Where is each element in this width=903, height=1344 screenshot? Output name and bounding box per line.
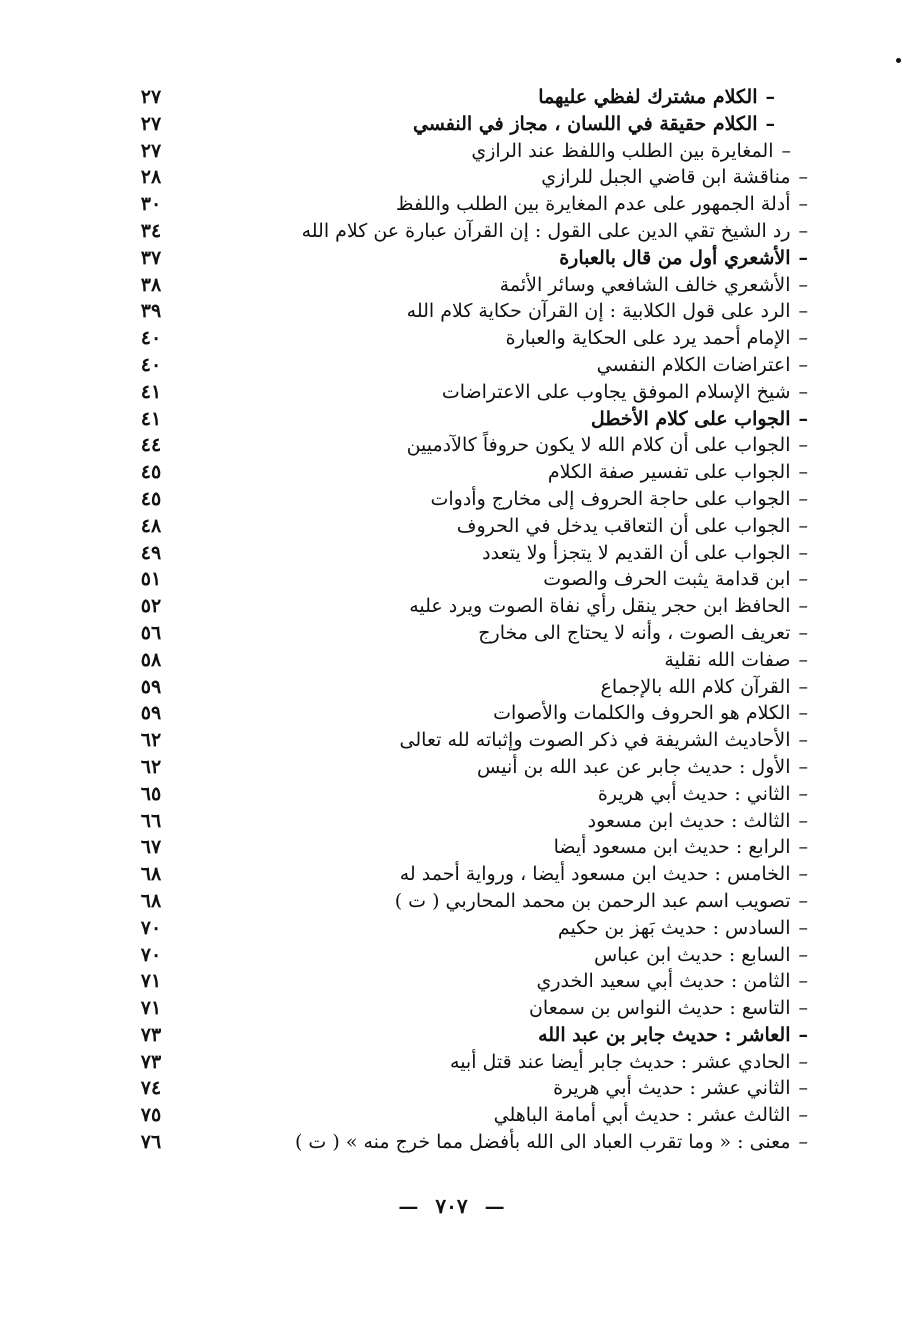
toc-entry-dash: – xyxy=(798,836,808,859)
toc-entry-title xyxy=(407,298,808,325)
toc-entry-dash: – xyxy=(798,434,808,457)
toc-entry-title xyxy=(471,138,791,165)
toc-entry xyxy=(0,647,903,674)
toc-entry-dash: – xyxy=(798,219,808,242)
toc-entry-title xyxy=(588,808,808,835)
toc-entry xyxy=(0,808,903,835)
toc-entry-title xyxy=(664,647,808,674)
toc-entry-dash: – xyxy=(798,461,808,484)
toc-entry-title-text: الجواب على كلام الأخطل xyxy=(590,407,791,430)
toc-entry-title-text: الجواب على أن كلام الله لا يكون حروفاً كالآدميين xyxy=(406,434,791,457)
toc-entry-title xyxy=(559,245,808,272)
toc-entry xyxy=(0,834,903,861)
toc-entry-page-number: ٥١ xyxy=(140,568,162,591)
toc-entry-page-number: ٥٨ xyxy=(140,648,162,671)
toc-entry xyxy=(0,674,903,701)
toc-entry-page-number: ٧٥ xyxy=(140,1104,162,1127)
toc-entry-title-text: الكلام حقيقة في اللسان ، مجاز في النفسي xyxy=(413,112,758,135)
toc-entry-title xyxy=(493,700,808,727)
toc-entry-page-number: ٤٠ xyxy=(140,327,162,350)
toc-entry-title xyxy=(400,727,808,754)
toc-entry-page-number: ٦٢ xyxy=(140,755,162,778)
toc-entry xyxy=(0,566,903,593)
toc-entry xyxy=(0,1129,903,1156)
toc-entry-title-text: الإمام أحمد يرد على الحكاية والعبارة xyxy=(505,327,791,350)
toc-entry xyxy=(0,1075,903,1102)
toc-entry xyxy=(0,781,903,808)
toc-entry-title-text: الجواب على حاجة الحروف إلى مخارج وأدوات xyxy=(430,487,791,510)
toc-entry-title xyxy=(407,432,808,459)
toc-entry-title-text: معنى : « وما تقرب العباد الى الله بأفضل مما خرج منه » ( ت ) xyxy=(294,1131,791,1154)
toc-entry xyxy=(0,138,903,165)
toc-entry-page-number: ٣٨ xyxy=(140,273,162,296)
toc-entry-page-number: ٥٦ xyxy=(140,621,162,644)
toc-entry-page-number: ٣٠ xyxy=(140,193,162,216)
toc-entry-page-number: ٤٨ xyxy=(140,514,162,537)
toc-entry-dash: – xyxy=(798,997,808,1020)
toc-entry-title xyxy=(591,406,808,433)
toc-entry-title xyxy=(431,486,809,513)
toc-entry-title xyxy=(482,540,808,567)
toc-entry-title xyxy=(541,164,808,191)
toc-entry xyxy=(0,968,903,995)
toc-entry-dash: – xyxy=(765,86,775,108)
toc-entry-dash: – xyxy=(798,1050,808,1073)
toc-entry-page-number: ٢٨ xyxy=(140,166,162,189)
toc-entry-dash: – xyxy=(798,1104,808,1127)
toc-entry-title-text: الأول : حديث جابر عن عبد الله بن أنيس xyxy=(477,755,791,778)
toc-entry-title xyxy=(506,325,808,352)
toc-entry-title xyxy=(538,1022,808,1049)
toc-entry xyxy=(0,272,903,299)
toc-entry xyxy=(0,620,903,647)
toc-entry-page-number: ٢٧ xyxy=(140,112,162,135)
toc-entry-dash: – xyxy=(798,541,808,564)
toc-entry-title xyxy=(295,1129,808,1156)
toc-entry-page-number: ٧٣ xyxy=(140,1050,162,1073)
toc-entry-title xyxy=(538,84,775,111)
toc-entry-page-number: ٣٩ xyxy=(140,300,162,323)
toc-entry-title-text: الخامس : حديث ابن مسعود أيضا ، ورواية أحمد له xyxy=(399,863,791,886)
toc-entry-dash: – xyxy=(798,273,808,296)
toc-entry-title xyxy=(442,379,808,406)
toc-entry-title-text: أدلة الجمهور على عدم المغايرة بين الطلب واللفظ xyxy=(395,193,791,216)
toc-entry-dash: – xyxy=(798,327,808,350)
toc-entry-title xyxy=(302,218,808,245)
toc-entry xyxy=(0,540,903,567)
toc-entry-title-text: الرابع : حديث ابن مسعود أيضا xyxy=(553,836,791,859)
toc-entry-title-text: الثاني : حديث أبي هريرة xyxy=(597,782,791,805)
toc-entry-title-text: التاسع : حديث النواس بن سمعان xyxy=(528,997,791,1020)
toc-entry-page-number: ٧٣ xyxy=(140,1023,162,1046)
toc-entry-page-number: ٦٨ xyxy=(140,863,162,886)
toc-entry xyxy=(0,245,903,272)
toc-entry-dash: – xyxy=(798,1077,808,1100)
toc-entry-page-number: ٦٨ xyxy=(140,889,162,912)
toc-entry-title-text: الأشعري خالف الشافعي وسائر الأئمة xyxy=(499,273,791,296)
toc-entry-title-text: صفات الله نقلية xyxy=(664,648,791,671)
toc-entry-title-text: الثاني عشر : حديث أبي هريرة xyxy=(553,1077,791,1100)
toc-entry-dash: – xyxy=(798,166,808,189)
toc-entry-title-text: الرد على قول الكلابية : إن القرآن حكاية كلام الله xyxy=(406,300,791,323)
toc-entry xyxy=(0,861,903,888)
toc-entry-dash: – xyxy=(798,809,808,832)
toc-entry-title-text: تصويب اسم عبد الرحمن بن محمد المحاربي ( ت ) xyxy=(394,889,791,912)
toc-entry-dash: – xyxy=(798,755,808,778)
toc-entry-dash: – xyxy=(798,943,808,966)
toc-entry-title-text: مناقشة ابن قاضي الجبل للرازي xyxy=(541,166,791,189)
footer-dash-left: — xyxy=(398,1194,419,1218)
toc-entry-title-text: الأحاديث الشريفة في ذكر الصوت وإثباته لله تعالى xyxy=(399,729,791,752)
toc-entry xyxy=(0,111,903,138)
toc-entry-dash: – xyxy=(798,729,808,752)
toc-entry xyxy=(0,593,903,620)
toc-entry-title-text: تعريف الصوت ، وأنه لا يحتاج الى مخارج xyxy=(478,621,791,644)
toc-entry-title xyxy=(548,459,808,486)
toc-entry xyxy=(0,84,903,111)
toc-entry-page-number: ٤١ xyxy=(140,407,162,430)
toc-entry-dash: – xyxy=(798,353,808,376)
toc-entry xyxy=(0,486,903,513)
toc-entry-title xyxy=(601,674,808,701)
toc-entry-dash: – xyxy=(798,300,808,323)
toc-entry xyxy=(0,459,903,486)
toc-entry-dash: – xyxy=(798,675,808,698)
toc-entry-dash: – xyxy=(798,487,808,510)
toc-entry-title xyxy=(413,111,775,138)
toc-entry-dash: – xyxy=(798,889,808,912)
toc-entry xyxy=(0,1049,903,1076)
toc-entry-title-text: القرآن كلام الله بالإجماع xyxy=(600,675,791,698)
toc-entry-title-text: رد الشيخ تقي الدين على القول : إن القرآن عبارة عن كلام الله xyxy=(301,219,791,242)
toc-entry-page-number: ٣٧ xyxy=(140,246,162,269)
toc-entry-title-text: السابع : حديث ابن عباس xyxy=(593,943,791,966)
toc-entry xyxy=(0,754,903,781)
toc-entry-title xyxy=(598,781,808,808)
toc-entry xyxy=(0,1102,903,1129)
toc-entry-title xyxy=(543,566,808,593)
toc-entry xyxy=(0,513,903,540)
toc-entry-title xyxy=(396,191,808,218)
toc-entry-page-number: ٦٥ xyxy=(140,782,162,805)
toc-entry-title xyxy=(395,888,808,915)
toc-entry-dash: – xyxy=(798,702,808,725)
toc-entry xyxy=(0,888,903,915)
toc-entry-title-text: الأشعري أول من قال بالعبارة xyxy=(559,246,791,269)
toc-entry xyxy=(0,995,903,1022)
toc-entry-dash: – xyxy=(798,916,808,939)
toc-entry xyxy=(0,942,903,969)
toc-entry-page-number: ٥٩ xyxy=(140,675,162,698)
toc-entry-title xyxy=(553,1075,808,1102)
toc-entry-dash: – xyxy=(798,568,808,591)
toc-entry-title-text: شيخ الإسلام الموفق يجاوب على الاعتراضات xyxy=(441,380,791,403)
toc-entry-page-number: ٧١ xyxy=(140,997,162,1020)
toc-entry xyxy=(0,915,903,942)
toc-entry-dash: – xyxy=(798,782,808,805)
toc-entry-page-number: ٤٥ xyxy=(140,487,162,510)
table-of-contents xyxy=(0,84,903,1156)
toc-entry-page-number: ٤٥ xyxy=(140,461,162,484)
toc-entry-dash: – xyxy=(765,112,775,135)
toc-entry-page-number: ٥٢ xyxy=(140,595,162,618)
toc-entry-title-text: الحافظ ابن حجر ينقل رأي نفاة الصوت ويرد عليه xyxy=(409,595,791,618)
toc-entry xyxy=(0,164,903,191)
toc-entry xyxy=(0,325,903,352)
toc-entry-title-text: السادس : حديث بَهز بن حكيم xyxy=(557,916,791,939)
footer-page-number: ٧٠٧ xyxy=(435,1194,468,1218)
toc-entry-title-text: الجواب على أن القديم لا يتجزأ ولا يتعدد xyxy=(482,541,791,564)
toc-entry-title-text: الجواب على أن التعاقب يدخل في الحروف xyxy=(456,514,791,537)
toc-entry-title xyxy=(450,1049,808,1076)
toc-entry-title-text: الثالث عشر : حديث أبي أمامة الباهلي xyxy=(493,1104,791,1127)
footer-dash-right: — xyxy=(484,1194,505,1218)
toc-entry-title xyxy=(478,620,808,647)
toc-entry-page-number: ٧٦ xyxy=(140,1131,162,1154)
toc-entry xyxy=(0,1022,903,1049)
toc-entry-title-text: الحادي عشر : حديث جابر أيضا عند قتل أبيه xyxy=(450,1050,791,1073)
toc-entry-page-number: ٣٤ xyxy=(140,219,162,242)
toc-entry-title xyxy=(409,593,808,620)
toc-entry-title-text: الكلام هو الحروف والكلمات والأصوات xyxy=(493,702,791,725)
toc-entry xyxy=(0,727,903,754)
toc-entry-title xyxy=(536,968,808,995)
toc-entry-page-number: ٦٧ xyxy=(140,836,162,859)
toc-entry-dash: – xyxy=(798,1023,808,1046)
toc-entry-dash: – xyxy=(798,595,808,618)
toc-entry-page-number: ٧٤ xyxy=(140,1077,162,1100)
toc-entry-dash: – xyxy=(798,193,808,216)
toc-entry xyxy=(0,191,903,218)
toc-entry-title-text: اعتراضات الكلام النفسي xyxy=(596,353,791,376)
toc-entry xyxy=(0,379,903,406)
toc-entry-title xyxy=(457,513,808,540)
toc-entry-page-number: ٢٧ xyxy=(140,139,162,162)
toc-entry-page-number: ٧٠ xyxy=(140,943,162,966)
toc-entry-dash: – xyxy=(798,514,808,537)
toc-entry-dash: – xyxy=(798,970,808,993)
toc-entry-title xyxy=(400,861,808,888)
toc-entry-page-number: ٢٧ xyxy=(140,86,162,108)
toc-entry-page-number: ٧٠ xyxy=(140,916,162,939)
toc-entry-page-number: ٤٠ xyxy=(140,353,162,376)
toc-entry-page-number: ٧١ xyxy=(140,970,162,993)
toc-entry-dash: – xyxy=(798,863,808,886)
toc-entry-dash: – xyxy=(781,139,791,162)
toc-entry xyxy=(0,432,903,459)
toc-entry-title xyxy=(529,995,808,1022)
toc-entry-title xyxy=(477,754,808,781)
toc-entry xyxy=(0,700,903,727)
toc-entry-title-text: الثامن : حديث أبي سعيد الخدري xyxy=(536,970,791,993)
toc-entry-page-number: ٦٢ xyxy=(140,729,162,752)
toc-entry-title-text: الكلام مشترك لفظي عليهما xyxy=(538,86,758,108)
toc-entry-title-text: المغايرة بين الطلب واللفظ عند الرازي xyxy=(471,139,774,162)
toc-entry xyxy=(0,352,903,379)
toc-entry-title xyxy=(558,915,808,942)
toc-entry-title xyxy=(500,272,808,299)
toc-entry-page-number: ٥٩ xyxy=(140,702,162,725)
toc-entry-title xyxy=(494,1102,808,1129)
toc-entry xyxy=(0,298,903,325)
toc-entry-title-text: ابن قدامة يثبت الحرف والصوت xyxy=(543,568,791,591)
toc-entry-title xyxy=(554,834,808,861)
page-mark-dot xyxy=(896,58,901,63)
toc-entry-dash: – xyxy=(798,648,808,671)
toc-entry-dash: – xyxy=(798,1131,808,1154)
toc-entry-title-text: العاشر : حديث جابر بن عبد الله xyxy=(538,1023,791,1046)
toc-entry-page-number: ٤٤ xyxy=(140,434,162,457)
toc-entry-title-text: الجواب على تفسير صفة الكلام xyxy=(547,461,791,484)
toc-entry-page-number: ٦٦ xyxy=(140,809,162,832)
toc-entry-page-number: ٤٩ xyxy=(140,541,162,564)
toc-entry-dash: – xyxy=(798,407,808,430)
page-footer xyxy=(0,1194,903,1218)
toc-entry-dash: – xyxy=(798,621,808,644)
toc-entry xyxy=(0,406,903,433)
toc-entry-title xyxy=(594,942,808,969)
toc-entry xyxy=(0,218,903,245)
toc-entry-title xyxy=(597,352,808,379)
toc-entry-dash: – xyxy=(798,380,808,403)
toc-entry-page-number: ٤١ xyxy=(140,380,162,403)
toc-entry-title-text: الثالث : حديث ابن مسعود xyxy=(587,809,791,832)
toc-entry-dash: – xyxy=(798,246,808,269)
